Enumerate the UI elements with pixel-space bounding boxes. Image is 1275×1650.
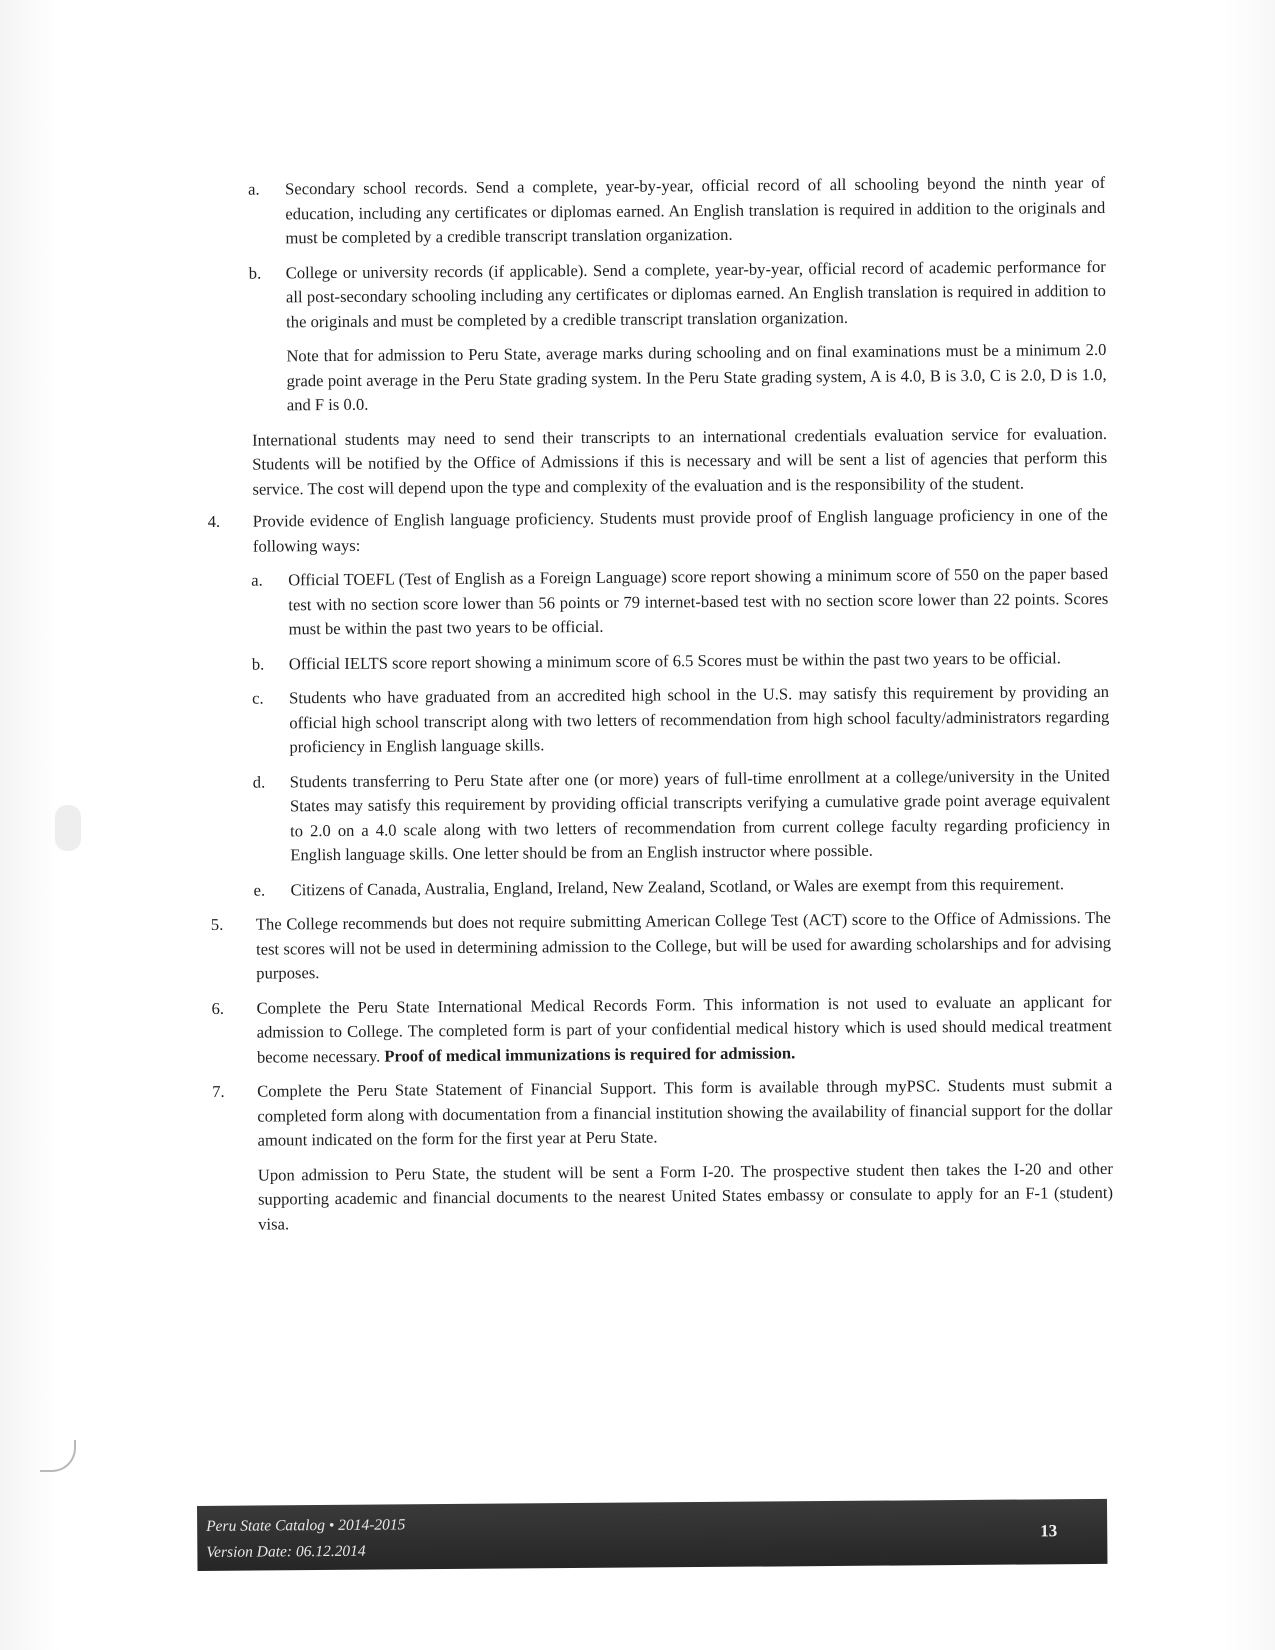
list-item-4	[208, 503, 1108, 559]
list-item-4d	[210, 763, 1111, 868]
list-label: d.	[252, 772, 266, 792]
list-label: a.	[248, 179, 260, 199]
immunization-requirement: Proof of medical immunizations is required for admission.	[384, 1042, 796, 1066]
international-evaluation-paragraph: International students may need to send their transcripts to an international credentials evaluation service for evaluation. Students will be notified by the Office of Admissions if this is necessary and will be sent a list of agencies that perform this service. The cost will depend upon the type and complexity of the evaluation and is the responsibility of the student.	[251, 423, 1108, 499]
list-label: 4.	[207, 511, 221, 531]
list-item-7	[212, 1073, 1113, 1154]
list-label: 5.	[210, 914, 224, 934]
list-text: Official TOEFL (Test of English as a Foreign Language) score report showing a minimum score of 550 on the paper based test with no section score lower than 56 points or 79 internet-based test with no section score lower than 22 points. Scores must be within the past two years to be official.	[288, 563, 1109, 639]
scan-artifact	[55, 805, 81, 851]
list-label: b.	[248, 263, 262, 283]
i20-paragraph: Upon admission to Peru State, the student will be sent a Form I-20. The prospective student then takes the I-20 and other supporting academic and financial documents to the nearest United States embassy or consulate to apply for an F-1 (student) visa.	[257, 1158, 1114, 1234]
list-text: Students transferring to Peru State after one (or more) years of full-time enrollment at a college/university in the United States may satisfy this requirement by providing official transcripts verifying a cumulative grade point average equivalent to 2.0 on a 4.0 scale along with two letters of recommendation from current college faculty regarding proficiency in English language skills. One letter should be from an English instructor where possible.	[289, 765, 1111, 865]
list-item-3b	[206, 254, 1107, 335]
list-text: Official IELTS score report showing a minimum score of 6.5 Scores must be within the past two years to be official.	[288, 647, 1061, 673]
list-text: Complete the Peru State International Medical Records Form. This information is not used to evaluate an applicant for admission to College. The completed form is part of your confidential medical history which is used should medical treatment become necessary.	[256, 991, 1112, 1067]
list-text: The College recommends but does not require submitting American College Test (ACT) score to the Office of Admissions. The test scores will not be used in determining admission to the College, but will be used for awarding scholarships and for advising purposes.	[255, 907, 1112, 983]
grading-note: Note that for admission to Peru State, average marks during schooling and on final examinations must be a minimum 2.0 grade point average in the Peru State grading system. In the Peru State grading system, A is 4.0, B is 3.0, C is 2.0, D is 1.0, and F is 0.0.	[286, 339, 1107, 415]
page-content	[205, 171, 1113, 1245]
list-label: 7.	[212, 1081, 225, 1101]
list-text: Citizens of Canada, Australia, England, Ireland, New Zealand, Scotland, or Wales are exempt from this requirement.	[290, 873, 1065, 899]
list-text: Complete the Peru State Statement of Financial Support. This form is available through myPSC. Students must submit a completed form along with documentation from a financial institution showing the availability of financial support for the dollar amount indicated on the form for the first year at Peru State.	[257, 1074, 1113, 1150]
version-date: Version Date: 06.12.2014	[206, 1542, 366, 1561]
list-item-3a	[205, 171, 1106, 252]
page-footer	[197, 1499, 1107, 1571]
list-label: 6.	[211, 998, 225, 1018]
list-label: c.	[252, 688, 264, 708]
list-text: Provide evidence of English language proficiency. Students must provide proof of English language proficiency in one of the following ways:	[252, 504, 1108, 556]
list-item-6	[211, 989, 1112, 1070]
list-item-4c	[209, 680, 1110, 761]
list-text: Students who have graduated from an accredited high school in the U.S. may satisfy this requirement by providing an official high school transcript along with two letters of recommendation from high school faculty/administrators regarding proficiency in English language skills.	[289, 681, 1110, 757]
list-label: e.	[253, 880, 266, 900]
list-text: Secondary school records. Send a complete, year-by-year, official record of all schooling beyond the ninth year of education, including any certificates or diplomas earned. An English translation is required in addition to the originals and must be completed by a credible transcript translation organization.	[285, 172, 1106, 248]
list-label: b.	[251, 654, 265, 674]
list-item-4a	[208, 562, 1109, 643]
list-item-4e	[211, 871, 1111, 903]
list-item-4b	[209, 645, 1109, 677]
catalog-title: Peru State Catalog • 2014-2015	[206, 1516, 406, 1535]
list-text: College or university records (if applicable). Send a complete, year-by-year, official record of academic performance for all post-secondary schooling including any certificates or diplomas earned. An English translation is required in addition to the originals and must be completed by a credible transcript translation organization.	[285, 256, 1106, 331]
page-number: 13	[1040, 1521, 1058, 1541]
list-item-5	[211, 906, 1112, 987]
list-label: a.	[251, 570, 263, 590]
